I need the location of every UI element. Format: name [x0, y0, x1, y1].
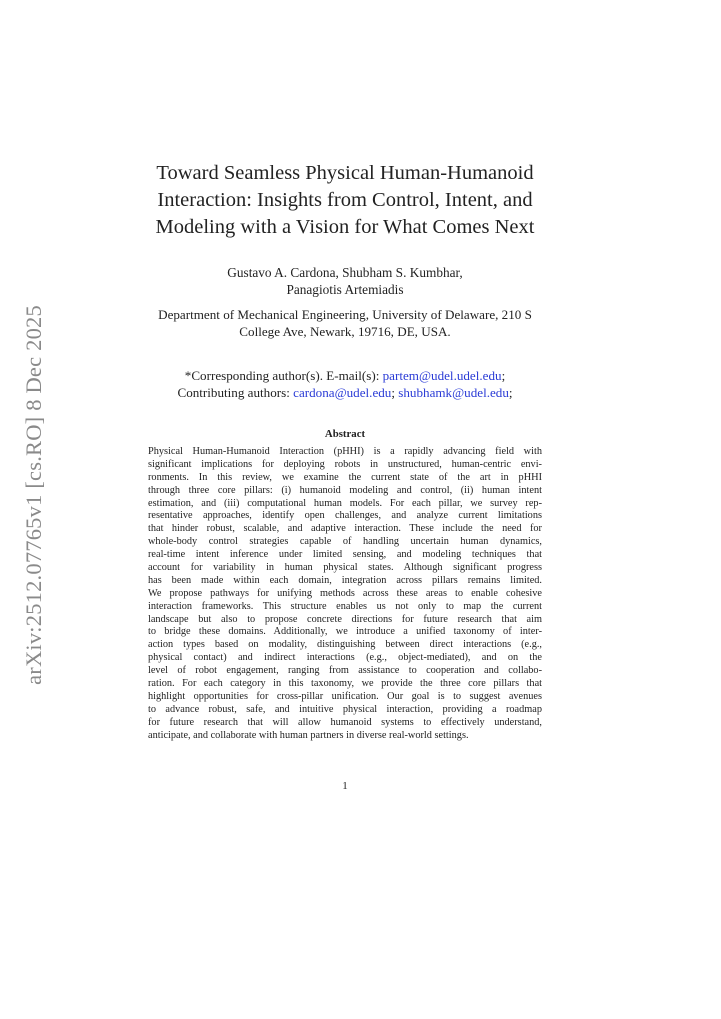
author-list [120, 264, 570, 298]
abstract-line: We propose pathways for unifying methods across these areas to enable cohesive [148, 587, 542, 599]
page-number: 1 [342, 780, 348, 792]
title-line: Toward Seamless Physical Human-Humanoid [156, 162, 534, 184]
abstract-line: ration. For each category in this taxonomy, we provide the three core pillars that [148, 678, 542, 690]
abstract-line: highlight opportunities for cross-pillar unification. Our goal is to suggest avenues [148, 690, 542, 702]
title-line: Interaction: Insights from Control, Intent, and [157, 189, 533, 211]
contact-block [120, 367, 570, 401]
abstract-line: interaction frameworks. This structure enables us not only to map the current [148, 600, 542, 612]
abstract-line: real-time intent inference under limited sensing, and modeling techniques that [148, 549, 542, 561]
abstract-line: estimation, and (iii) computational human models. For each pillar, we survey rep- [148, 497, 542, 509]
contributing-email-link-2[interactable]: shubhamk@udel.edu [398, 385, 509, 400]
corresponding-author-line [120, 367, 570, 384]
abstract-line: whole-body control strategies capable of handling uncertain human dynamics, [148, 536, 542, 548]
author-line: Panagiotis Artemiadis [286, 282, 404, 297]
contributing-suffix: ; [508, 385, 513, 400]
author-line: Gustavo A. Cardona, Shubham S. Kumbhar, [227, 265, 463, 280]
title-line: Modeling with a Vision for What Comes Next [155, 216, 535, 238]
paper-title [120, 160, 570, 241]
abstract-line: has been made within each domain, integration across pillars remains limited. [148, 574, 542, 586]
abstract-body [148, 446, 542, 742]
corresponding-suffix: ; [501, 368, 506, 383]
abstract-line: significant implications for deploying robots in unstructured, human-centric envi- [148, 458, 542, 470]
abstract-line: that hinder robust, scalable, and adaptive interaction. These include the need for [148, 523, 542, 535]
contributing-authors-line [120, 384, 570, 401]
abstract-line: resentative approaches, identify open challenges, and analyze current limitations [148, 510, 542, 522]
abstract-line: to advance robust, safe, and intuitive physical interaction, providing a roadmap [148, 703, 542, 715]
abstract-heading: Abstract [324, 428, 366, 440]
abstract-line: account for variability in human physical states. Although significant progress [148, 562, 542, 574]
abstract-line: level of robot engagement, ranging from assistance to cooperation and collabo- [148, 665, 542, 677]
contributing-prefix: Contributing authors: [177, 385, 294, 400]
corresponding-prefix: *Corresponding author(s). E-mail(s): [184, 368, 383, 383]
abstract-line: to bridge these domains. Additionally, we introduce a unified taxonomy of inter- [148, 626, 542, 638]
contributing-email-link-1[interactable]: cardona@udel.edu [293, 385, 392, 400]
abstract-line: landscape but also to propose concrete directions for future research that aim [148, 613, 542, 625]
abstract-line: Physical Human-Humanoid Interaction (pHHI) is a rapidly advancing field with [148, 446, 542, 457]
abstract-line: physical contact) and indirect interactions (e.g., object-mediated), and on the [148, 652, 542, 664]
corresponding-email-link[interactable]: partem@udel.udel.edu [382, 368, 502, 383]
abstract-line: through three core pillars: (i) humanoid modeling and control, (ii) human intent [148, 484, 542, 496]
abstract-line: action types based on modality, distinguishing between direct interactions (e.g., [148, 639, 542, 651]
email-separator: ; [391, 385, 399, 400]
affiliation [120, 306, 570, 340]
affiliation-line: College Ave, Newark, 19716, DE, USA. [239, 324, 451, 339]
abstract-line: for future research that will allow humanoid systems to effectively understand, [148, 716, 542, 728]
arxiv-identifier: arXiv:2512.07765v1 [cs.RO] 8 Dec 2025 [21, 305, 46, 685]
affiliation-line: Department of Mechanical Engineering, University of Delaware, 210 S [158, 307, 532, 322]
abstract-line: ronments. In this review, we examine the current state of the art in pHHI [148, 471, 542, 483]
abstract-line: anticipate, and collaborate with human partners in diverse real-world settings. [148, 729, 469, 741]
arxiv-sidebar-stamp [5, 303, 63, 688]
